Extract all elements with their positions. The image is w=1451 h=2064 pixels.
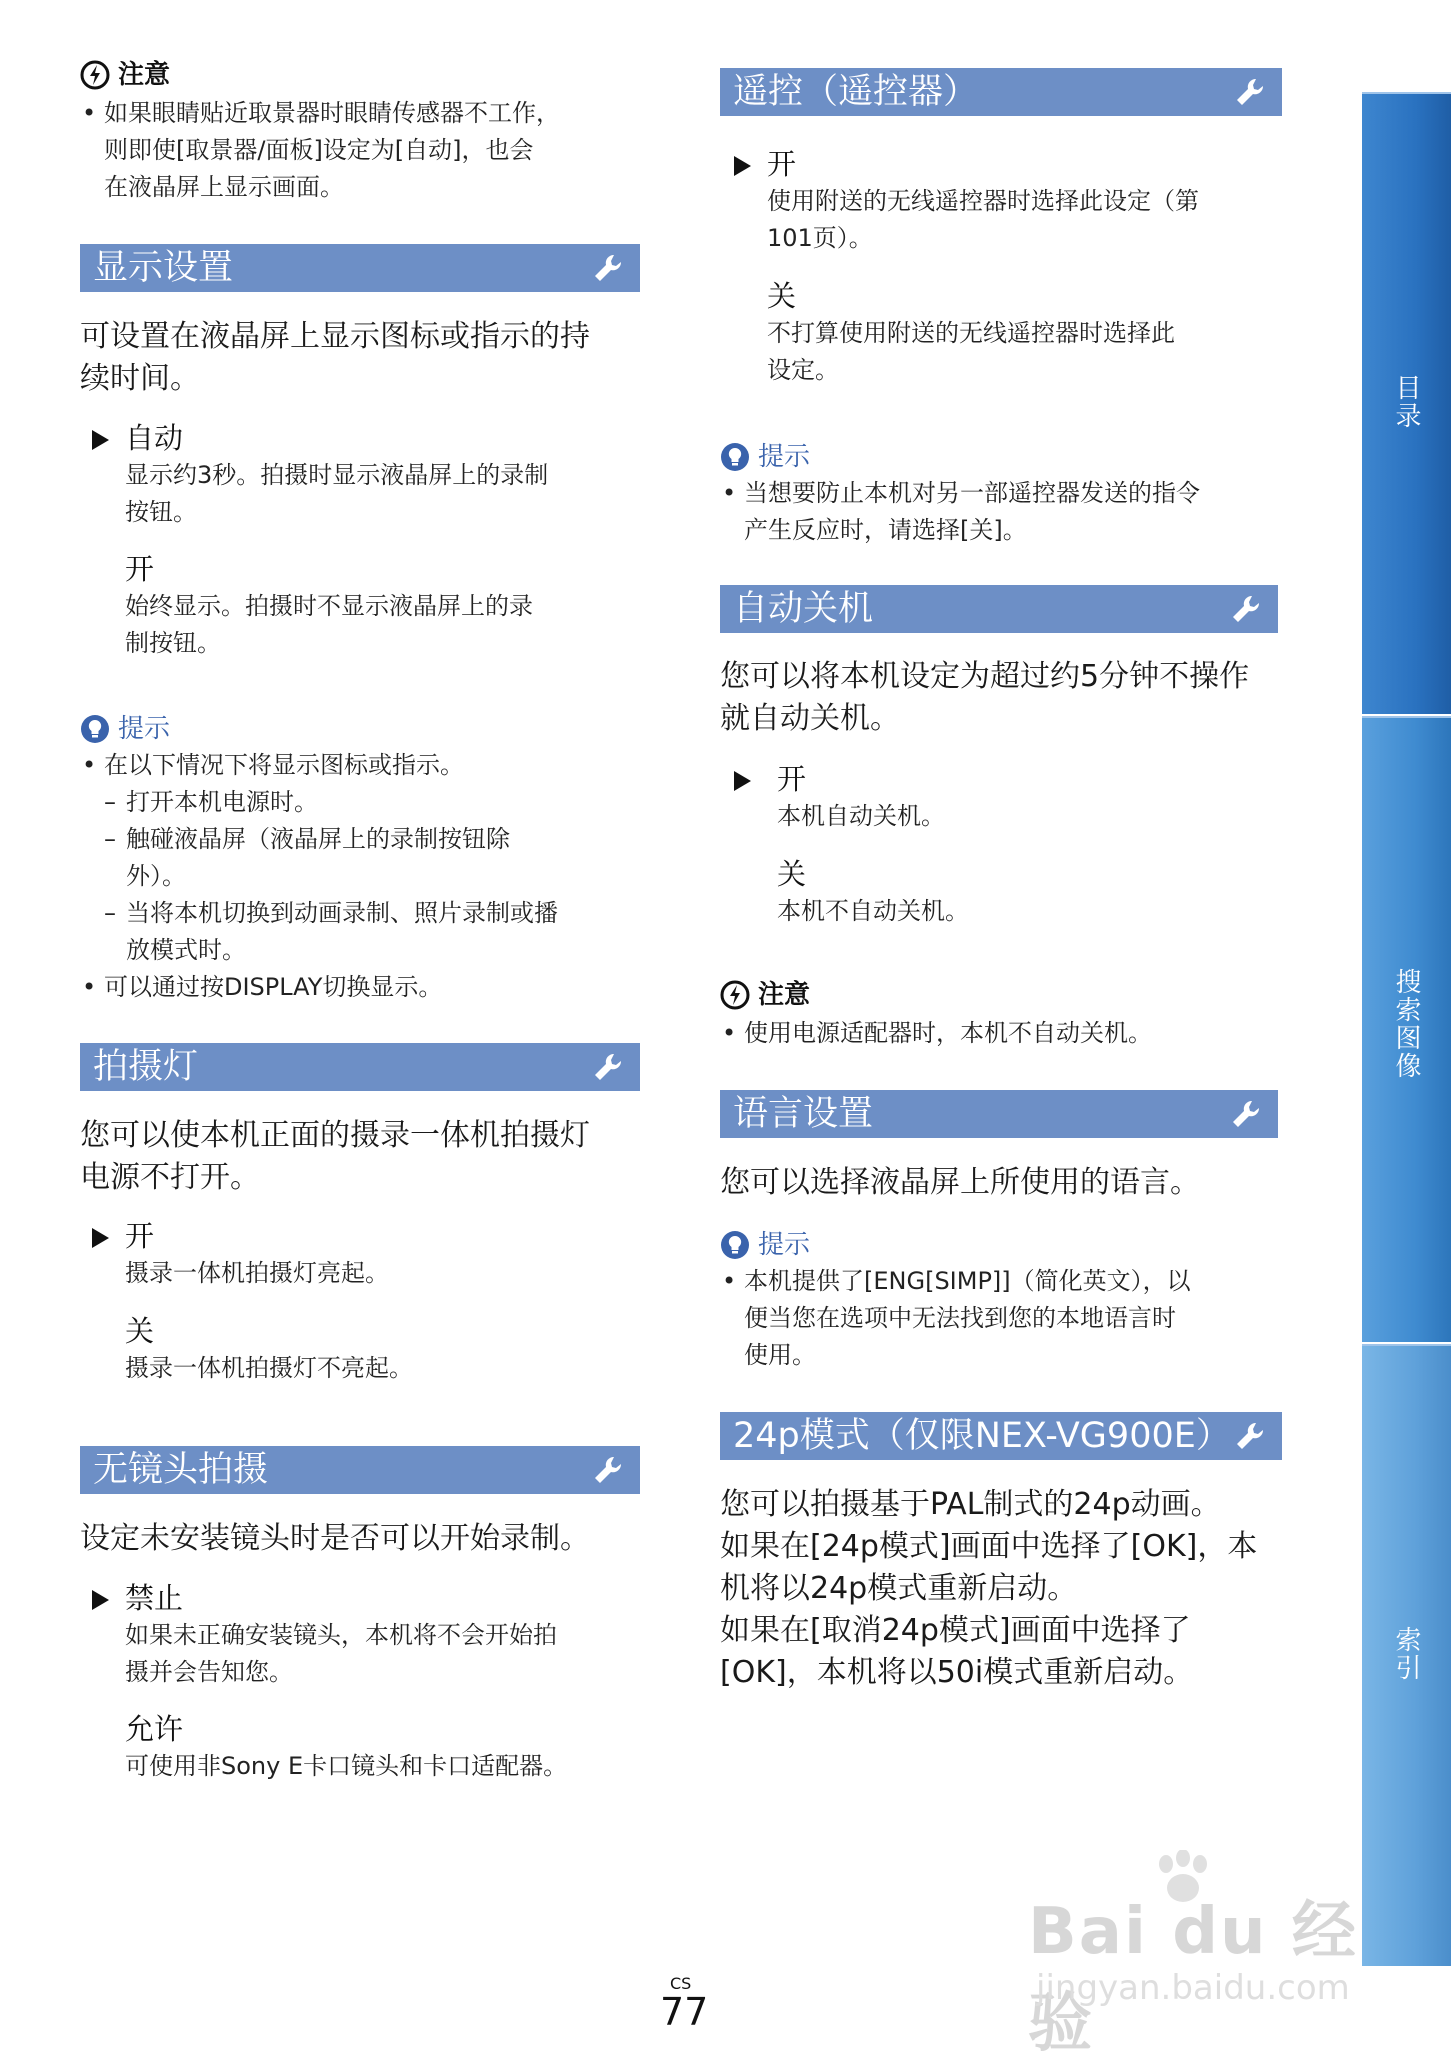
tip-bulb-icon	[720, 442, 750, 472]
wrench-icon	[1230, 593, 1262, 625]
section-title: 24p模式（仅限NEX-VG900E）	[733, 1416, 1231, 1456]
section-title: 拍摄灯	[93, 1047, 199, 1087]
section-header-remote	[720, 68, 1282, 116]
default-marker-icon	[92, 430, 109, 450]
tip-bullet: • 本机提供了[ENG[SIMP]]（简化英文），以 便当您在选项中无法找到您的本地语言时 使用。	[722, 1267, 1191, 1369]
option-desc: 摄录一体机拍摄灯不亮起。	[125, 1354, 413, 1382]
note-heading: 注意	[118, 60, 171, 90]
section-intro: 您可以选择液晶屏上所使用的语言。	[720, 1165, 1200, 1200]
option-desc: 显示约3秒。拍摄时显示液晶屏上的录制 按钮。	[125, 461, 549, 526]
watermark-url: jingyan.baidu.com	[1036, 1968, 1350, 2008]
note-heading: 注意	[758, 980, 811, 1010]
tip-bulb-icon	[80, 714, 110, 744]
tip-sub-item: – 触碰液晶屏（液晶屏上的录制按钮除 外）。	[104, 825, 510, 890]
tip-sub-item: – 打开本机电源时。	[104, 788, 318, 816]
option-desc: 不打算使用附送的无线遥控器时选择此 设定。	[767, 319, 1175, 384]
option-desc: 可使用非Sony E卡口镜头和卡口适配器。	[125, 1752, 568, 1780]
section-header-light	[80, 1043, 640, 1091]
tip-sub-item: – 当将本机切换到动画录制、照片录制或播 放模式时。	[104, 899, 558, 964]
default-marker-icon	[734, 156, 751, 176]
section-header-display	[80, 244, 640, 292]
tip-heading: 提示	[758, 1230, 811, 1260]
section-title: 显示设置	[93, 248, 234, 288]
option-title: 禁止	[125, 1581, 184, 1615]
tip-bullet: • 可以通过按DISPLAY切换显示。	[82, 973, 443, 1001]
watermark-brand: Bai du 经验	[1028, 1895, 1358, 2061]
wrench-icon	[1234, 1420, 1266, 1452]
option-title: 开	[125, 552, 155, 586]
caution-icon	[720, 980, 750, 1010]
page-number: 77	[660, 1990, 709, 2034]
section-header-nolens	[80, 1446, 640, 1494]
tab-index[interactable]	[1362, 1344, 1451, 1966]
tab-search-images[interactable]	[1362, 716, 1451, 1342]
option-title: 开	[125, 1219, 155, 1253]
wrench-icon	[592, 1454, 624, 1486]
page-language-code: CS	[670, 1974, 692, 1993]
option-desc: 摄录一体机拍摄灯亮起。	[125, 1259, 389, 1287]
option-title: 允许	[125, 1712, 184, 1746]
section-intro: 您可以将本机设定为超过约5分钟不操作 就自动关机。	[720, 659, 1250, 736]
option-title: 开	[767, 147, 797, 181]
wrench-icon	[592, 1051, 624, 1083]
option-title: 自动	[125, 421, 184, 455]
option-desc: 使用附送的无线遥控器时选择此设定（第 101页）。	[767, 187, 1199, 252]
section-intro: 可设置在液晶屏上显示图标或指示的持 续时间。	[80, 319, 590, 396]
caution-icon	[80, 60, 110, 90]
default-marker-icon	[734, 771, 751, 791]
option-desc: 本机不自动关机。	[777, 897, 969, 925]
section-title: 无镜头拍摄	[93, 1450, 269, 1490]
option-desc: 本机自动关机。	[777, 802, 945, 830]
tip-heading: 提示	[118, 714, 171, 744]
section-intro: 您可以使本机正面的摄录一体机拍摄灯 电源不打开。	[80, 1118, 590, 1195]
tip-heading: 提示	[758, 442, 811, 472]
tip-bullet: • 当想要防止本机对另一部遥控器发送的指令 产生反应时，请选择[关]。	[722, 479, 1200, 544]
section-title: 遥控（遥控器）	[733, 72, 979, 112]
section-header-autooff	[720, 585, 1278, 633]
option-title: 开	[777, 762, 807, 796]
wrench-icon	[1234, 76, 1266, 108]
tip-bulb-icon	[720, 1230, 750, 1260]
option-title: 关	[125, 1314, 155, 1348]
option-title: 关	[767, 279, 797, 313]
tip-bullet: • 在以下情况下将显示图标或指示。	[82, 751, 464, 779]
wrench-icon	[592, 252, 624, 284]
tab-label: 目录	[1391, 374, 1421, 430]
section-header-language	[720, 1090, 1278, 1138]
section-body: 您可以拍摄基于PAL制式的24p动画。 如果在[24p模式]画面中选择了[OK]，本 机将以24p模式重新启动。 如果在[取消24p模式]画面中选择了 [OK]，本机将以50i模式重新启动。	[720, 1487, 1258, 1690]
tab-toc[interactable]	[1362, 92, 1451, 714]
section-intro: 设定未安装镜头时是否可以开始录制。	[80, 1521, 590, 1556]
section-header-24p	[720, 1412, 1282, 1460]
option-title: 关	[777, 857, 807, 891]
note-bullet: • 如果眼睛贴近取景器时眼睛传感器不工作， 则即使[取景器/面板]设定为[自动]，也会 在液晶屏上显示画面。	[82, 99, 560, 201]
default-marker-icon	[92, 1590, 109, 1610]
baidu-watermark	[1028, 1850, 1358, 2061]
default-marker-icon	[92, 1228, 109, 1248]
tab-label: 搜索图像	[1391, 968, 1421, 1080]
tab-label: 索引	[1391, 1626, 1421, 1682]
section-title: 自动关机	[733, 589, 874, 629]
option-desc: 始终显示。拍摄时不显示液晶屏上的录 制按钮。	[125, 592, 533, 657]
note-bullet: • 使用电源适配器时，本机不自动关机。	[722, 1019, 1152, 1047]
section-title: 语言设置	[733, 1094, 874, 1134]
option-desc: 如果未正确安装镜头，本机将不会开始拍 摄并会告知您。	[125, 1621, 557, 1686]
wrench-icon	[1230, 1098, 1262, 1130]
